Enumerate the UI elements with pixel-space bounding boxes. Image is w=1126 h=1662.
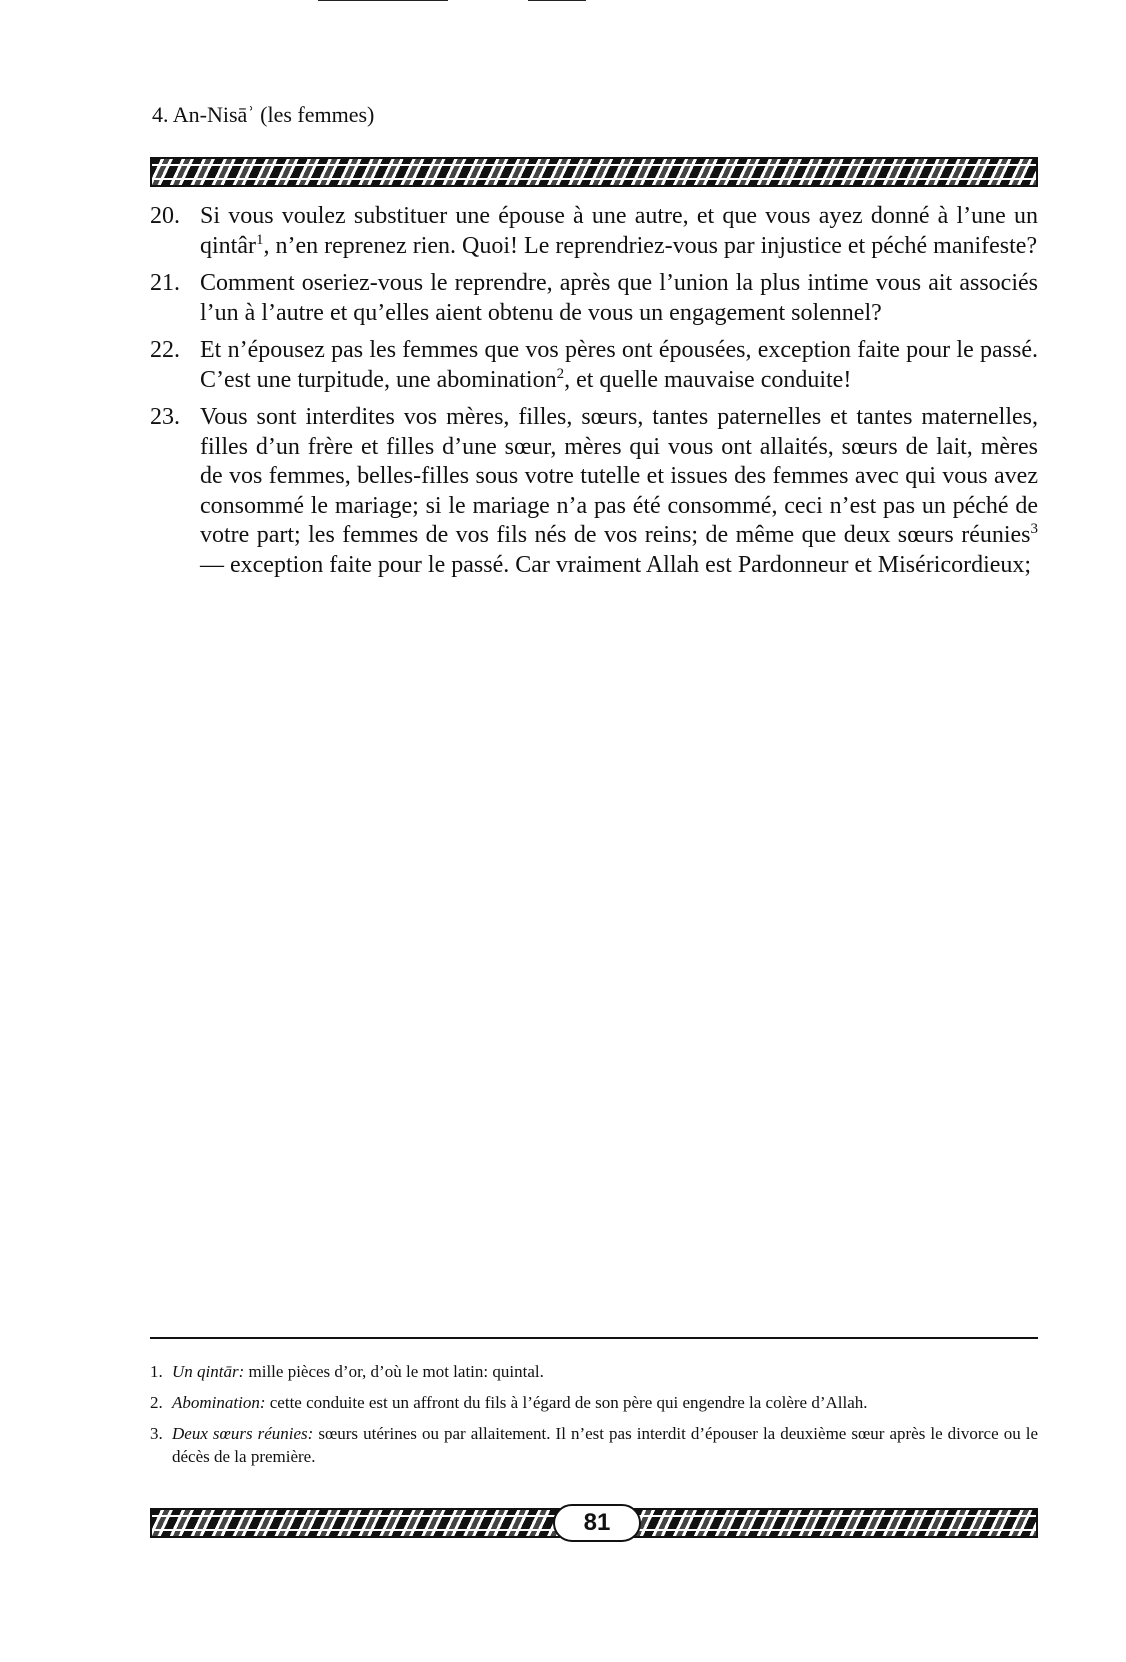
footnote-1	[150, 1360, 1038, 1383]
page-number: 81	[553, 1504, 641, 1542]
verse-number: 23.	[150, 404, 180, 430]
footnote-3	[150, 1422, 1038, 1468]
top-rule-right	[528, 0, 586, 1]
verse-number: 21.	[150, 270, 180, 296]
footnote-separator	[150, 1337, 1038, 1339]
footnote-term: Un qintār:	[172, 1362, 245, 1381]
footnote-term: Deux sœurs réunies:	[172, 1424, 314, 1443]
footnote-text: cette conduite est un affront du fils à l’égard de son père qui engendre la colère d’Allah.	[265, 1393, 868, 1412]
footnote-term: Abomination:	[172, 1393, 266, 1412]
top-rule-left	[318, 0, 448, 1]
verse-20	[150, 202, 1038, 261]
verse-21	[150, 269, 1038, 328]
verse-text: Comment oseriez-vous le reprendre, après que l’union la plus intime vous ait associés l’un à l’autre et qu’elles aient obtenu de vous un engagement solennel?	[200, 270, 1038, 326]
footnote-text: mille pièces d’or, d’où le mot latin: quintal.	[244, 1362, 544, 1381]
footnote-number: 1.	[150, 1362, 163, 1381]
verse-number: 20.	[150, 203, 180, 229]
verse-22	[150, 336, 1038, 395]
verse-text: Vous sont interdites vos mères, filles, sœurs, tantes paternelles et tantes maternelles, filles d’un frère et filles d’une sœur, mères qui vous ont allaités, sœurs de lait, mères de vos femmes, belles-filles sous votre tutelle et issues des femmes avec qui vous avez consommé le mariage; si le mariage n’a pas été consommé, ceci n’est pas un péché de votre part; les femmes de vos fils nés de vos reins; de même que deux sœurs réunies$^3$ — exception faite pour le passé. Car vraiment Allah est Pardonneur et Miséricordieux;	[200, 404, 1038, 578]
footnote-ref: 2	[556, 365, 565, 382]
footnote-text: sœurs utérines ou par allaitement. Il n’est pas interdit d’épouser la deuxième sœur après le divorce ou le décès de la première.	[172, 1424, 1038, 1466]
verse-number: 22.	[150, 337, 180, 363]
footnote-2	[150, 1391, 1038, 1414]
chapter-header: 4. An-Nisāʾ (les femmes)	[152, 102, 375, 127]
verse-23	[150, 403, 1038, 580]
footnote-ref: 1	[255, 231, 264, 248]
ornament-band-top	[150, 157, 1038, 187]
verse-list	[150, 202, 1038, 588]
verse-text: Si vous voulez substituer une épouse à une autre, et que vous ayez donné à l’une un qintâr$^1$, n’en reprenez rien. Quoi! Le reprendriez-vous par injustice et péché manifeste?	[200, 203, 1038, 259]
footnote-list	[150, 1360, 1038, 1476]
verse-text: Et n’épousez pas les femmes que vos pères ont épousées, exception faite pour le passé. C’est une turpitude, une abomination$^2$, et quelle mauvaise conduite!	[200, 337, 1038, 393]
footnote-number: 2.	[150, 1393, 163, 1412]
footnote-ref: 3	[1030, 521, 1038, 537]
footnote-number: 3.	[150, 1424, 163, 1443]
